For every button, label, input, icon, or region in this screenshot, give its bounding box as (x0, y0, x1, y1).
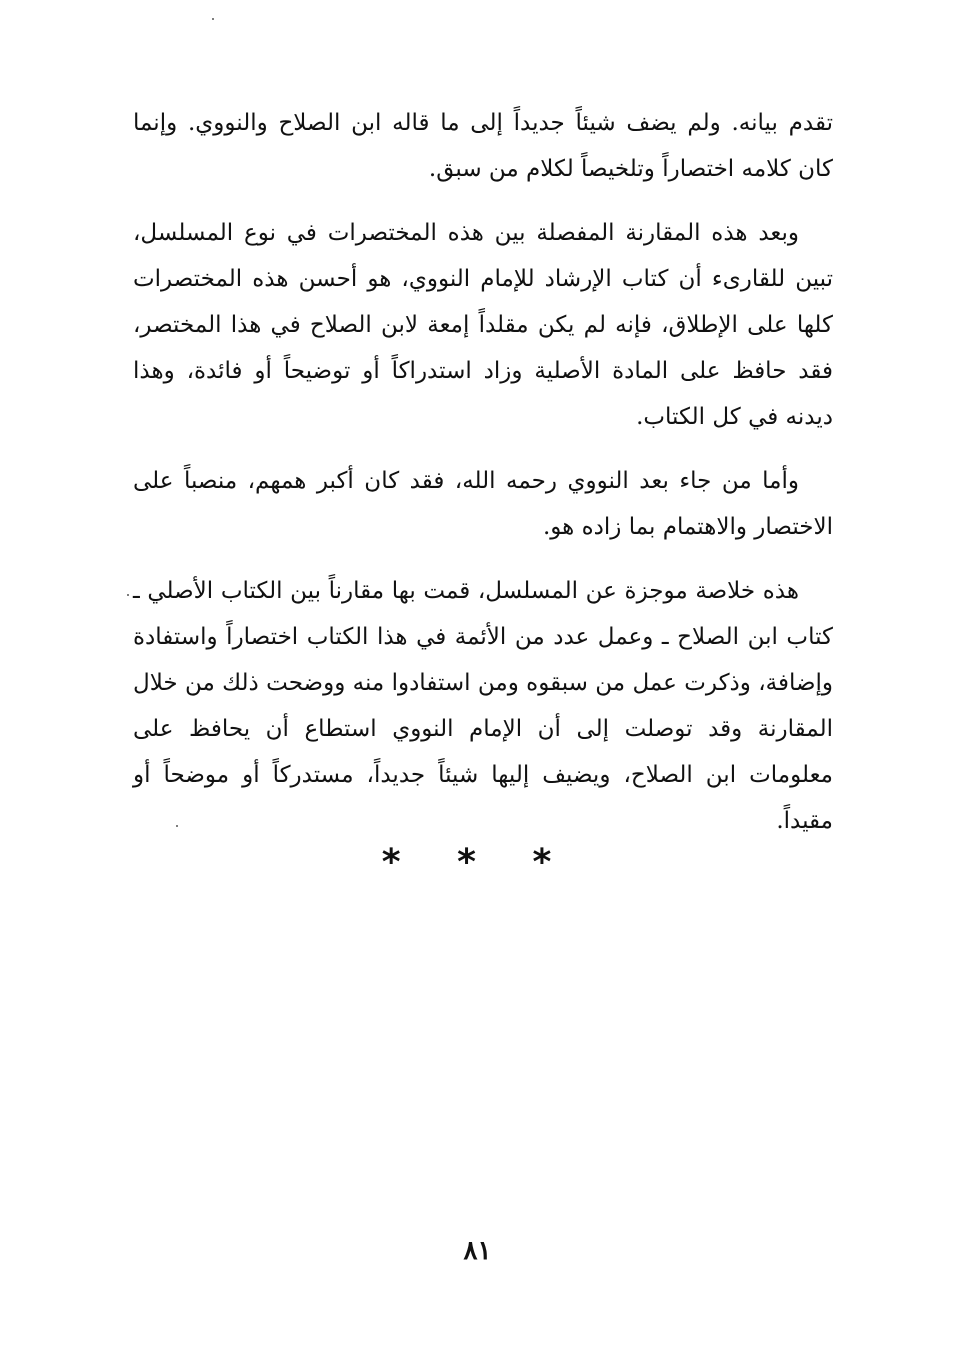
scan-speck (127, 594, 129, 596)
scan-speck (176, 825, 178, 827)
scan-speck (212, 18, 214, 20)
paragraph-4: هذه خلاصة موجزة عن المسلسل، قمت بها مقارناً بين الكتاب الأصلي ـ كتاب ابن الصلاح ـ وعمل عدد من الأئمة في هذا الكتاب اختصاراً واستفادة وإضافة، وذكرت عمل من سبقوه ومن استفادوا منه ووضحت ذلك من خلال المقارنة وقد توصلت إلى أن الإمام النووي استطاع أن يحافظ على معلومات ابن الصلاح، ويضيف إليها شيئاً جديداً، مستدركاً أو موضحاً أو مقيداً. (133, 578, 833, 834)
paragraph-1: تقدم بيانه. ولم يضف شيئاً جديداً إلى ما قاله ابن الصلاح والنووي. وإنما كان كلامه اختصاراً وتلخيصاً لكلام من سبق. (133, 110, 833, 182)
paragraph-3: وأما من جاء بعد النووي رحمه الله، فقد كان أكبر همهم، منصباً على الاختصار والاهتمام بما زاده هو. (133, 468, 833, 540)
paragraph-2: وبعد هذه المقارنة المفصلة بين هذه المختصرات في نوع المسلسل، تبين للقارىء أن كتاب الإرشاد للإمام النووي، هو أحسن هذه المختصرات كلها على الإطلاق، فإنه لم يكن مقلداً إمعة لابن الصلاح في هذا المختصر، فقد حافظ على المادة الأصلية وزاد استدراكاً أو توضيحاً أو فائدة، وهذا ديدنه في كل الكتاب. (133, 220, 833, 430)
page-number: ٨١ (463, 1236, 492, 1266)
section-separator: * * * (381, 842, 574, 883)
body-text (133, 100, 833, 862)
